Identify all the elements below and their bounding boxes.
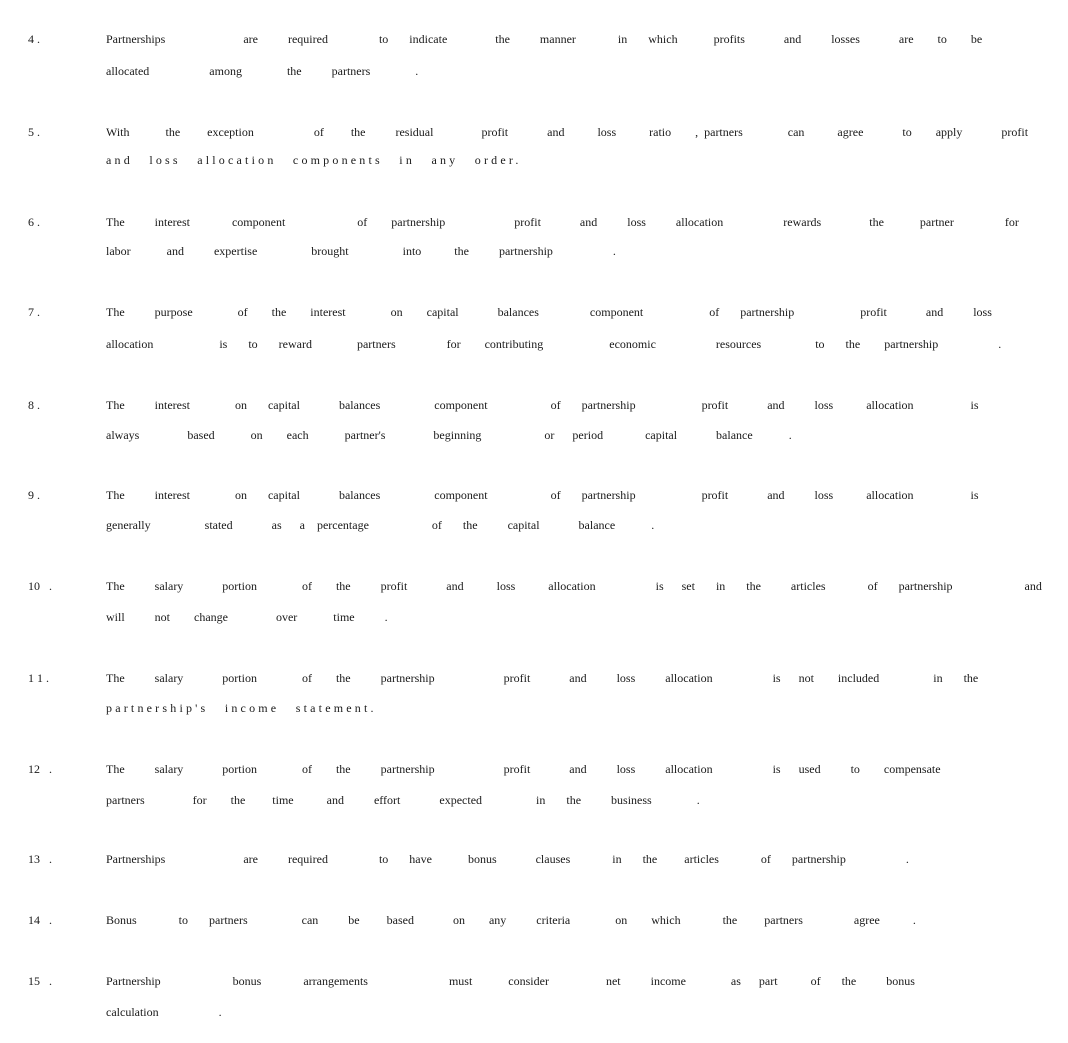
question-text-line-2: generally stated as a percentage of the capital balance . — [106, 518, 655, 532]
question-text-line-1: Bonus to partners can be based on any criteria on which the partners agree . — [106, 913, 916, 927]
question-number: 13 . — [28, 852, 52, 866]
question-text-line-1: The interest component of partnership profit and loss allocation rewards the partner for — [106, 215, 1019, 229]
question-text-line-1: Partnerships are required to have bonus clauses in the articles of partnership . — [106, 852, 909, 866]
question-text-line-2: always based on each partner's beginning or period capital balance . — [106, 428, 792, 442]
question-text-line-1: The interest on capital balances component of partnership profit and loss allocation is — [106, 398, 979, 412]
question-text-line-2: and loss allocation components in any order. — [106, 153, 522, 167]
question-text-line-2: allocated among the partners . — [106, 64, 419, 78]
question-text-line-2: partnership's income statement. — [106, 701, 377, 715]
question-text-line-2: allocation is to reward partners for contributing economic resources to the partnership . — [106, 337, 1002, 351]
question-number: 5 . — [28, 125, 40, 139]
question-text-line-2: will not change over time . — [106, 610, 388, 624]
question-text-line-2: partners for the time and effort expected in the business . — [106, 793, 700, 807]
question-text-line-1: The salary portion of the profit and loss allocation is set in the articles of partnership and — [106, 579, 1042, 593]
question-text-line-1: The salary portion of the partnership profit and loss allocation is not included in the — [106, 671, 979, 685]
question-text-line-1: The purpose of the interest on capital balances component of partnership profit and loss — [106, 305, 992, 319]
question-number: 4 . — [28, 32, 40, 46]
question-text-line-1: With the exception of the residual profit and loss ratio , partners can agree to apply profit — [106, 125, 1029, 139]
question-number: 12 . — [28, 762, 52, 776]
question-text-line-2: labor and expertise brought into the partnership . — [106, 244, 616, 258]
question-number: 9 . — [28, 488, 40, 502]
question-number: 8 . — [28, 398, 40, 412]
question-text-line-1: The salary portion of the partnership profit and loss allocation is used to compensate — [106, 762, 941, 776]
question-number: 7 . — [28, 305, 40, 319]
question-number: 10 . — [28, 579, 52, 593]
question-text-line-1: Partnerships are required to indicate the manner in which profits and losses are to be — [106, 32, 983, 46]
question-number: 1 1 . — [28, 671, 49, 685]
question-text-line-1: The interest on capital balances component of partnership profit and loss allocation is — [106, 488, 979, 502]
question-text-line-2: calculation . — [106, 1005, 222, 1019]
question-number: 6 . — [28, 215, 40, 229]
question-number: 14 . — [28, 913, 52, 927]
question-number: 15 . — [28, 974, 52, 988]
question-text-line-1: Partnership bonus arrangements must consider net income as part of the bonus — [106, 974, 915, 988]
